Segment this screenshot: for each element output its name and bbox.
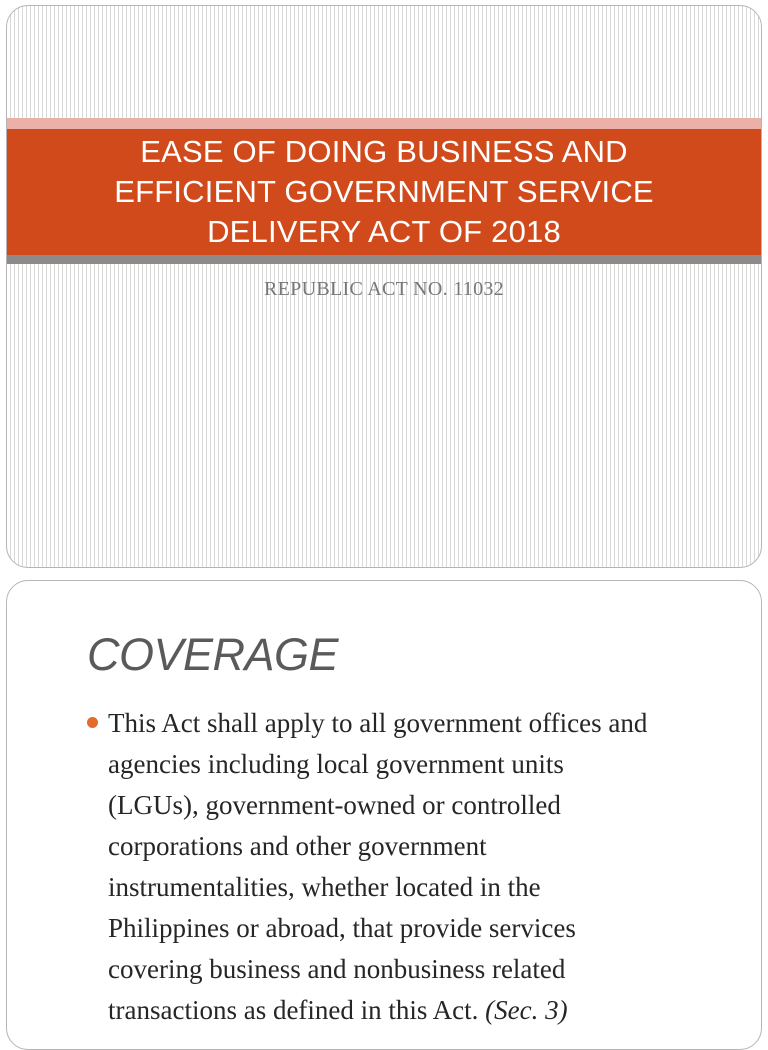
slide-title-line: EASE OF DOING BUSINESS AND — [140, 134, 628, 169]
slide-title-line: EFFICIENT GOVERNMENT SERVICE — [114, 174, 654, 209]
bullet-line: Philippines or abroad, that provide services — [108, 913, 576, 943]
slide-title-line: DELIVERY ACT OF 2018 — [207, 214, 561, 249]
slide-title — [84, 132, 684, 252]
section-heading: COVERAGE — [87, 629, 339, 680]
coverage-slide — [6, 580, 762, 1050]
bullet-line: covering business and nonbusiness related — [108, 954, 566, 984]
bullet-line: This Act shall apply to all government offices and — [108, 708, 648, 738]
slide-subtitle: REPUBLIC ACT NO. 11032 — [264, 278, 504, 300]
title-band — [7, 129, 761, 255]
section-reference: (Sec. 3) — [485, 995, 568, 1025]
title-slide — [6, 5, 762, 568]
title-band-bottom-stripe — [7, 255, 761, 264]
bullet-icon — [87, 717, 98, 728]
bullet-text — [108, 703, 647, 1031]
title-band-top-stripe — [7, 118, 761, 129]
bullet-item — [87, 703, 737, 1031]
bullet-line: agencies including local government units — [108, 749, 564, 779]
bullet-line: corporations and other government — [108, 831, 487, 861]
bullet-line: (LGUs), government-owned or controlled — [108, 790, 561, 820]
bullet-line: instrumentalities, whether located in the — [108, 872, 541, 902]
bullet-line: transactions as defined in this Act. — [108, 995, 486, 1025]
